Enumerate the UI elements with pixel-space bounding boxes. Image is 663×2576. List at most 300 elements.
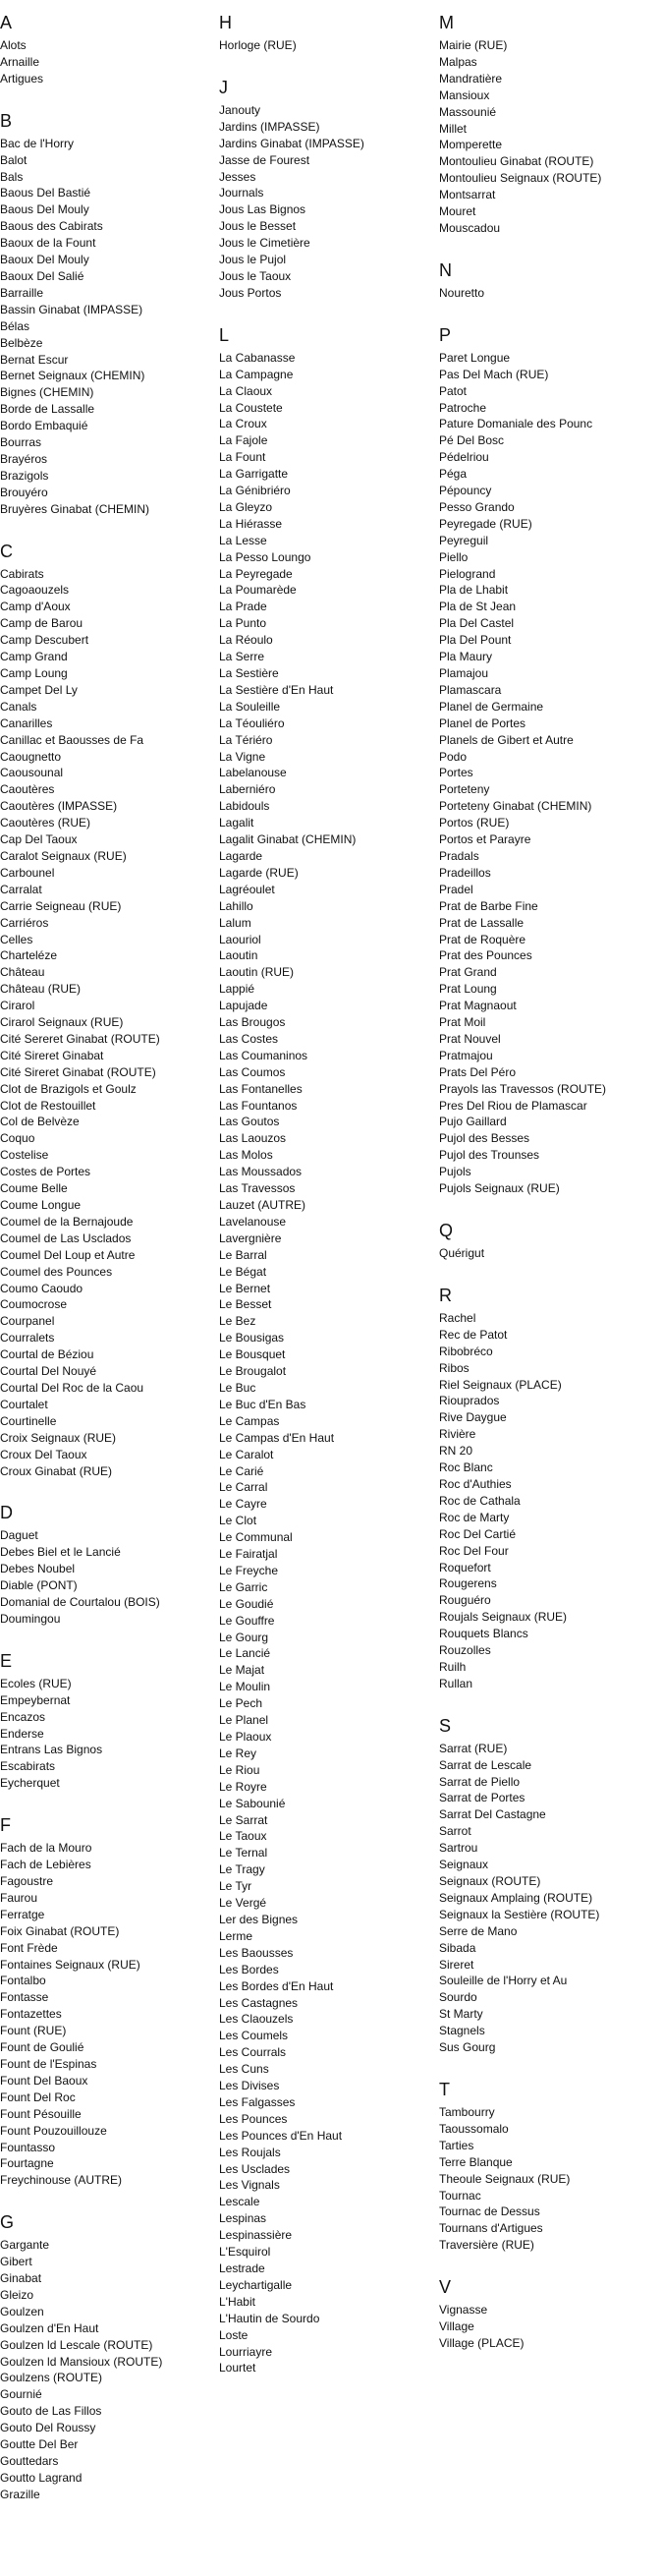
street-entry: Seignaux la Sestière (ROUTE) <box>439 1907 600 1921</box>
street-entry: La Hiérasse <box>219 516 283 531</box>
street-entry: Plamajou <box>439 666 489 680</box>
street-entry: Rouguéro <box>439 1593 491 1608</box>
street-list <box>439 285 650 302</box>
street-list <box>439 37 650 237</box>
street-entry: Le Bousquet <box>219 1347 286 1362</box>
street-entry: Riouprados <box>439 1394 500 1408</box>
street-entry: Pla de St Jean <box>439 600 517 614</box>
section-letter-heading: H <box>219 13 232 32</box>
street-entry: Costelise <box>0 1148 49 1163</box>
street-entry: Lespinassière <box>219 2228 293 2243</box>
street-entry: Paret Longue <box>439 350 511 365</box>
street-entry: Croux Del Taoux <box>0 1447 87 1461</box>
street-entry: Lavergnière <box>219 1231 282 1245</box>
street-entry: Caoutères (RUE) <box>0 816 91 830</box>
street-entry: Sus Gourg <box>439 2040 496 2055</box>
street-entry: L'Hautin de Sourdo <box>219 2311 320 2325</box>
street-entry: Prat Loung <box>439 982 497 997</box>
street-entry: Las Fountanos <box>219 1098 298 1113</box>
street-entry: Clot de Restouillet <box>0 1098 96 1113</box>
street-entry: Borde de Lassalle <box>0 402 95 417</box>
street-entry: Sartrou <box>439 1841 478 1856</box>
street-entry: Fontalbo <box>0 1974 46 1988</box>
street-entry: Traversière (RUE) <box>439 2238 534 2253</box>
street-entry: Caoutères (IMPASSE) <box>0 799 118 814</box>
street-entry: La Cabanasse <box>219 350 296 365</box>
street-entry: Tournac <box>439 2188 481 2203</box>
street-entry: Courtinelle <box>0 1413 57 1428</box>
street-entry: Le Tragy <box>219 1862 265 1877</box>
street-entry: Camp d'Aoux <box>0 600 71 614</box>
street-entry: Ferratge <box>0 1907 45 1921</box>
street-entry: Le Royre <box>219 1779 267 1794</box>
street-entry: Freychinouse (AUTRE) <box>0 2173 123 2188</box>
street-entry: Le Gouffre <box>219 1613 275 1628</box>
street-entry: Coume Longue <box>0 1198 82 1212</box>
section-letter-heading: G <box>0 2212 15 2233</box>
street-entry: Fount Pouzouillouze <box>0 2123 107 2138</box>
street-entry: Bernet Seignaux (CHEMIN) <box>0 369 145 383</box>
street-entry: Faurou <box>0 1890 38 1905</box>
letter-section-b <box>0 110 211 518</box>
street-entry: Bals <box>0 169 24 184</box>
street-entry: Courralets <box>0 1331 55 1345</box>
street-entry: Plamascara <box>439 682 502 697</box>
street-entry: Sarrot <box>439 1824 471 1839</box>
street-list <box>439 2104 650 2254</box>
street-entry: Le Barral <box>219 1247 267 1262</box>
street-entry: Lagarde (RUE) <box>219 865 299 880</box>
street-entry: L'Habit <box>219 2294 255 2309</box>
street-entry: Coumel de Las Usclados <box>0 1231 132 1245</box>
street-entry: Caousounal <box>0 766 64 780</box>
street-entry: Fount de Goulié <box>0 2040 84 2055</box>
street-entry: Tarties <box>439 2138 474 2152</box>
street-entry: Les Vignals <box>219 2178 280 2193</box>
street-entry: Les Falgasses <box>219 2094 296 2109</box>
street-entry: Gleizo <box>0 2287 34 2302</box>
street-entry: Goulzen d'En Haut <box>0 2320 99 2335</box>
street-entry: Caoutères <box>0 782 55 797</box>
street-entry: Lespinas <box>219 2211 267 2226</box>
section-letter-heading: A <box>0 13 13 32</box>
letter-section-j <box>219 77 430 302</box>
street-entry: Lourtet <box>219 2361 256 2376</box>
street-entry: La Fount <box>219 450 266 465</box>
street-entry: Fach de la Mouro <box>0 1841 92 1856</box>
street-entry: Labelanouse <box>219 766 287 780</box>
street-entry: Prat de Lassalle <box>439 915 525 930</box>
street-entry: Le Tyr <box>219 1879 252 1894</box>
street-entry: Roquefort <box>439 1560 491 1574</box>
street-entry: Pielogrand <box>439 566 496 581</box>
street-entry: Château <box>0 965 45 980</box>
street-entry: Baoux Del Salié <box>0 268 84 283</box>
street-entry: Bélas <box>0 318 30 333</box>
street-entry: Le Bez <box>219 1314 256 1329</box>
street-entry: Gouto de Las Fillos <box>0 2404 102 2419</box>
street-entry: Escabirats <box>0 1759 56 1774</box>
street-entry: Malpas <box>439 54 477 69</box>
street-entry: Jous le Cimetière <box>219 236 310 251</box>
street-list <box>0 136 211 518</box>
street-entry: Lestrade <box>219 2261 265 2275</box>
street-entry: Lagarde <box>219 848 263 863</box>
street-entry: Nouretto <box>439 285 485 300</box>
street-entry: Le Carral <box>219 1480 268 1495</box>
section-letter-heading: T <box>439 2079 450 2099</box>
street-entry: Le Majat <box>219 1663 265 1678</box>
street-entry: Gouttedars <box>0 2454 59 2468</box>
street-entry: Vignasse <box>439 2303 488 2318</box>
street-entry: Pujol des Besses <box>439 1131 530 1146</box>
letter-section-c <box>0 541 211 1480</box>
street-list <box>439 2302 650 2352</box>
street-entry: Prat Magnaout <box>439 999 517 1013</box>
street-entry: Caougnetto <box>0 749 62 764</box>
street-entry: Le Taoux <box>219 1829 267 1844</box>
street-entry: Le Gourg <box>219 1630 269 1644</box>
street-entry: Pujol des Trounses <box>439 1148 540 1163</box>
street-index-column-1 <box>0 12 211 2526</box>
street-entry: Lescale <box>219 2195 260 2209</box>
street-entry: Le Bégat <box>219 1264 267 1279</box>
street-entry: Ler des Bignes <box>219 1912 299 1926</box>
street-entry: Lagréoulet <box>219 882 275 896</box>
street-entry: Pla Del Pount <box>439 633 512 648</box>
street-entry: Canillac et Baousses de Fa <box>0 732 144 747</box>
street-list <box>219 102 430 302</box>
street-list <box>439 1741 650 2056</box>
street-entry: Camp Descubert <box>0 633 89 648</box>
street-entry: Brouyéro <box>0 485 48 499</box>
street-entry: Pla Maury <box>439 650 493 664</box>
street-entry: Mouscadou <box>439 220 501 235</box>
section-letter-heading: B <box>0 110 13 131</box>
street-entry: Pradeillos <box>439 865 491 880</box>
street-entry: Lapujade <box>219 999 268 1013</box>
street-entry: La Fajole <box>219 433 268 448</box>
section-letter-heading: R <box>439 1285 452 1305</box>
street-entry: Rive Daygue <box>439 1410 507 1425</box>
street-entry: La Pesso Loungo <box>219 549 311 564</box>
street-entry: Baous Del Mouly <box>0 202 89 217</box>
street-entry: Debes Noubel <box>0 1562 76 1576</box>
street-entry: Cap Del Taoux <box>0 832 78 847</box>
street-entry: Coume Belle <box>0 1181 68 1196</box>
letter-section-h <box>219 12 430 54</box>
letter-section-f <box>0 1814 211 2189</box>
street-entry: Stagnels <box>439 2024 485 2038</box>
street-entry: Le Freyche <box>219 1563 279 1577</box>
section-letter-heading: V <box>439 2277 452 2298</box>
letter-section-p <box>439 324 650 1197</box>
street-entry: Artigues <box>0 71 44 86</box>
street-entry: Roujals Seignaux (RUE) <box>439 1610 568 1625</box>
street-entry: Baoux de la Fount <box>0 236 96 251</box>
street-entry: Goutto Lagrand <box>0 2470 83 2485</box>
street-entry: Les Baousses <box>219 1945 294 1960</box>
street-entry: Piello <box>439 549 469 564</box>
street-entry: Bourras <box>0 435 42 450</box>
street-entry: Porteteny <box>439 782 490 797</box>
street-list <box>0 1676 211 1792</box>
street-entry: Le Campas <box>219 1413 280 1428</box>
street-entry: Patot <box>439 383 468 398</box>
street-entry: La Peyregade <box>219 566 293 581</box>
street-entry: Baous des Cabirats <box>0 219 103 234</box>
street-entry: Fountasso <box>0 2140 56 2154</box>
street-entry: Jardins Ginabat (IMPASSE) <box>219 136 364 150</box>
street-entry: Croux Ginabat (RUE) <box>0 1463 113 1478</box>
street-list <box>439 1245 650 1262</box>
street-entry: Lagalit Ginabat (CHEMIN) <box>219 832 357 847</box>
street-entry: Lahillo <box>219 898 253 913</box>
street-entry: Fount Del Baoux <box>0 2073 88 2088</box>
street-entry: Pesso Grando <box>439 499 515 514</box>
street-entry: Le Carié <box>219 1463 264 1478</box>
section-letter-heading: M <box>439 13 454 32</box>
street-entry: Prat de Barbe Fine <box>439 898 538 913</box>
street-entry: Prat Grand <box>439 965 497 980</box>
street-entry: Riel Seignaux (PLACE) <box>439 1377 562 1392</box>
street-entry: Péga <box>439 467 468 482</box>
street-entry: Baoux Del Mouly <box>0 253 89 267</box>
street-entry: Peyreguil <box>439 533 489 547</box>
street-entry: Carriéros <box>0 915 49 930</box>
street-entry: La Campagne <box>219 367 294 381</box>
street-entry: Jous le Besset <box>219 219 297 234</box>
street-entry: Carralat <box>0 882 42 896</box>
street-entry: Les Cuns <box>219 2062 269 2077</box>
letter-section-e <box>0 1650 211 1792</box>
street-list <box>0 1840 211 2189</box>
street-entry: Ribobréco <box>439 1344 493 1358</box>
letter-section-s <box>439 1715 650 2056</box>
street-entry: La Serre <box>219 650 265 664</box>
street-entry: Laoutin (RUE) <box>219 965 295 980</box>
section-letter-heading: Q <box>439 1221 454 1240</box>
street-entry: Le Garric <box>219 1579 268 1594</box>
street-entry: Domanial de Courtalou (BOIS) <box>0 1595 160 1610</box>
street-entry: Roc Del Cartié <box>439 1526 517 1541</box>
street-entry: Balot <box>0 152 28 167</box>
street-entry: Le Vergé <box>219 1896 267 1911</box>
street-entry: Prat Moil <box>439 1015 486 1030</box>
street-entry: Cité Sereret Ginabat (ROUTE) <box>0 1031 160 1046</box>
street-entry: Courtalet <box>0 1397 48 1411</box>
street-list <box>0 37 211 87</box>
street-entry: Campet Del Ly <box>0 682 78 697</box>
street-entry: Les Bordes d'En Haut <box>219 1978 334 1993</box>
street-entry: Fount (RUE) <box>0 2024 67 2038</box>
street-entry: Pas Del Mach (RUE) <box>439 367 549 381</box>
letter-section-v <box>439 2276 650 2352</box>
street-entry: Goulzen ld Mansioux (ROUTE) <box>0 2354 163 2369</box>
letter-section-q <box>439 1220 650 1262</box>
street-entry: Roc d'Authies <box>439 1476 512 1491</box>
street-entry: La Sestière <box>219 666 279 680</box>
street-entry: Labidouls <box>219 799 270 814</box>
street-entry: Village <box>439 2319 474 2334</box>
street-entry: Patroche <box>439 400 487 415</box>
street-entry: Pujols <box>439 1165 471 1179</box>
street-entry: Les Coumels <box>219 2029 289 2043</box>
street-entry: La Croux <box>219 417 267 431</box>
street-entry: Le Ternal <box>219 1846 268 1860</box>
street-entry: Sireret <box>439 1957 474 1972</box>
street-entry: Lagalit <box>219 816 254 830</box>
street-entry: Alots <box>0 38 27 52</box>
street-entry: Cirarol <box>0 999 35 1013</box>
street-entry: Mandratière <box>439 71 503 86</box>
street-entry: Celles <box>0 932 33 946</box>
street-entry: Encazos <box>0 1709 46 1724</box>
street-list <box>439 350 650 1197</box>
street-entry: Las Molos <box>219 1148 273 1163</box>
street-entry: Seignaux Amplaing (ROUTE) <box>439 1890 593 1905</box>
street-entry: Jous Las Bignos <box>219 202 306 217</box>
street-entry: Jasse de Fourest <box>219 152 310 167</box>
street-entry: Pla de Lhabit <box>439 583 509 598</box>
street-entry: La Tériéro <box>219 732 273 747</box>
street-entry: Courpanel <box>0 1314 55 1329</box>
street-entry: Camp Grand <box>0 650 68 664</box>
street-entry: Goutte Del Ber <box>0 2437 79 2452</box>
street-entry: Coquo <box>0 1131 35 1146</box>
street-entry: Rivière <box>439 1427 476 1442</box>
street-entry: Jesses <box>219 169 256 184</box>
street-entry: RN 20 <box>439 1444 473 1459</box>
street-entry: Bassin Ginabat (IMPASSE) <box>0 302 143 316</box>
street-entry: Theoule Seignaux (RUE) <box>439 2171 571 2186</box>
street-entry: Janouty <box>219 102 261 117</box>
street-entry: Pédelriou <box>439 450 489 465</box>
street-entry: Pature Domaniale des Pounc <box>439 417 593 431</box>
street-entry: Le Campas d'En Haut <box>219 1430 335 1445</box>
street-entry: Le Caralot <box>219 1447 274 1461</box>
street-entry: Brayéros <box>0 451 48 466</box>
street-entry: Goulzen ld Lescale (ROUTE) <box>0 2337 153 2352</box>
street-entry: La Prade <box>219 600 267 614</box>
street-entry: La Souleille <box>219 699 281 714</box>
street-entry: Le Clot <box>219 1514 257 1528</box>
street-entry: Rullan <box>439 1676 473 1690</box>
street-list <box>0 566 211 1480</box>
street-entry: Les Courrals <box>219 2045 287 2060</box>
street-entry: Font Frède <box>0 1940 58 1955</box>
street-entry: Prats Del Péro <box>439 1064 517 1079</box>
street-entry: Pradel <box>439 882 473 896</box>
street-entry: Bac de l'Horry <box>0 136 74 150</box>
street-entry: Goulzen <box>0 2304 44 2318</box>
street-entry: Mouret <box>439 204 476 219</box>
street-entry: Las Goutos <box>219 1115 280 1129</box>
street-entry: La Téouliéro <box>219 716 285 730</box>
street-entry: Les Castagnes <box>219 1995 299 2010</box>
street-entry: Porteteny Ginabat (CHEMIN) <box>439 799 592 814</box>
street-entry: Brazigols <box>0 468 49 483</box>
street-entry: Jous le Pujol <box>219 253 287 267</box>
street-entry: Las Fontanelles <box>219 1081 303 1096</box>
street-list <box>0 1527 211 1627</box>
street-entry: Prat des Pounces <box>439 948 532 963</box>
letter-section-r <box>439 1285 650 1692</box>
street-entry: Seignaux (ROUTE) <box>439 1874 541 1888</box>
street-entry: Bignes (CHEMIN) <box>0 385 94 400</box>
street-entry: La Poumarède <box>219 583 297 598</box>
letter-section-n <box>439 259 650 302</box>
section-letter-heading: J <box>219 77 228 97</box>
street-index-column-2 <box>219 12 430 2399</box>
street-entry: Roc de Cathala <box>439 1493 521 1508</box>
street-entry: Barraille <box>0 285 44 300</box>
section-letter-heading: S <box>439 1715 452 1736</box>
street-entry: St Marty <box>439 2007 483 2022</box>
street-entry: Pradals <box>439 848 479 863</box>
street-list <box>219 37 430 54</box>
street-entry: Les Pounces d'En Haut <box>219 2128 343 2143</box>
street-entry: Cité Sireret Ginabat <box>0 1048 104 1062</box>
street-entry: La Coustete <box>219 400 283 415</box>
street-entry: Col de Belvèze <box>0 1115 80 1129</box>
street-entry: Tournans d'Artigues <box>439 2221 543 2236</box>
street-entry: Pé Del Bosc <box>439 433 505 448</box>
street-entry: Ruilh <box>439 1659 467 1674</box>
street-entry: Canarilles <box>0 716 53 730</box>
section-letter-heading: D <box>0 1503 13 1523</box>
street-entry: Les Claouzels <box>219 2012 294 2027</box>
street-entry: Gibert <box>0 2255 32 2269</box>
street-entry: Roc Blanc <box>439 1460 493 1475</box>
street-entry: Jous le Taoux <box>219 268 292 283</box>
street-entry: Coumel Del Loup et Autre <box>0 1247 136 1262</box>
street-entry: Le Brougalot <box>219 1364 287 1379</box>
street-entry: Sarrat Del Castagne <box>439 1807 546 1822</box>
street-entry: Ribos <box>439 1360 470 1375</box>
street-entry: Le Buc <box>219 1380 256 1395</box>
street-entry: Carbounel <box>0 865 55 880</box>
letter-section-l <box>219 324 430 2377</box>
street-entry: Courtal Del Roc de la Caou <box>0 1380 144 1395</box>
street-entry: Las Costes <box>219 1031 279 1046</box>
street-entry: Prat Nouvel <box>439 1031 501 1046</box>
street-entry: Fach de Lebières <box>0 1858 91 1872</box>
street-entry: Le Besset <box>219 1297 272 1312</box>
street-entry: Las Laouzos <box>219 1131 287 1146</box>
street-entry: Podo <box>439 749 468 764</box>
street-entry: Le Bernet <box>219 1281 271 1295</box>
street-entry: Ecoles (RUE) <box>0 1676 72 1690</box>
street-entry: Lalum <box>219 915 251 930</box>
street-entry: Daguet <box>0 1528 38 1543</box>
street-entry: Serre de Mano <box>439 1923 518 1938</box>
street-entry: Pla Del Castel <box>439 616 515 631</box>
street-entry: Costes de Portes <box>0 1165 91 1179</box>
street-entry: Cirarol Seignaux (RUE) <box>0 1015 124 1030</box>
street-entry: Laberniéro <box>219 782 276 797</box>
street-entry: Portes <box>439 766 473 780</box>
street-entry: La Génibriéro <box>219 484 291 498</box>
street-entry: Sarrat de Piello <box>439 1774 521 1789</box>
street-entry: Les Divises <box>219 2079 280 2093</box>
section-letter-heading: L <box>219 324 230 345</box>
street-entry: Pépouncy <box>439 484 492 498</box>
street-entry: Sarrat de Portes <box>439 1791 525 1805</box>
street-entry: Rouquets Blancs <box>439 1627 528 1641</box>
street-entry: Fontasse <box>0 1990 49 2005</box>
street-entry: Caralot Seignaux (RUE) <box>0 848 127 863</box>
